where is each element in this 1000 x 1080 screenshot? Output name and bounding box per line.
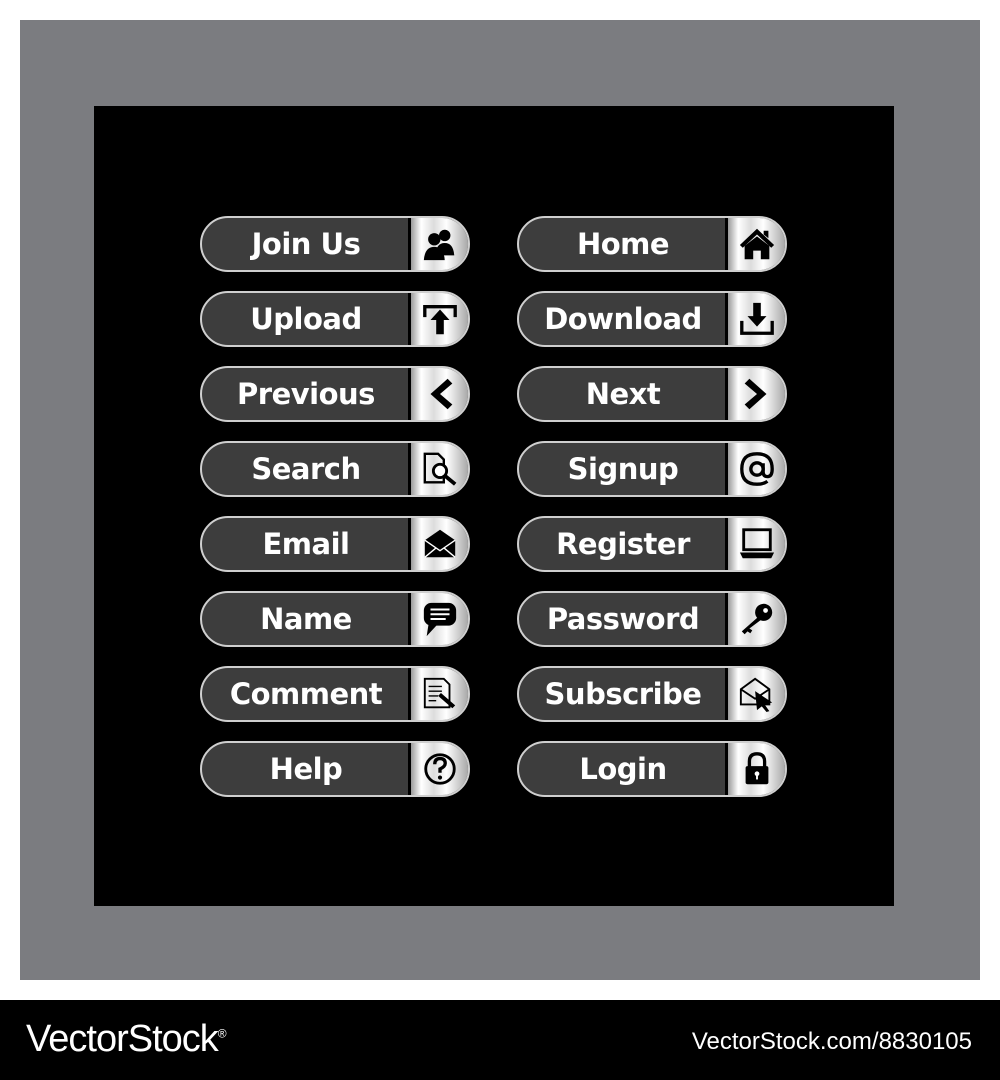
login-button[interactable] — [517, 741, 787, 797]
upload-icon — [408, 293, 468, 345]
search-button[interactable] — [200, 441, 470, 497]
signup-button[interactable] — [517, 441, 787, 497]
button-body — [200, 366, 470, 422]
upload-button[interactable] — [200, 291, 470, 347]
document-pencil-icon — [408, 668, 468, 720]
brand-text: VectorStock — [26, 1018, 218, 1060]
help-button[interactable] — [200, 741, 470, 797]
button-body — [517, 441, 787, 497]
button-body — [517, 741, 787, 797]
button-body — [517, 291, 787, 347]
button-label: Email — [262, 527, 350, 561]
password-button[interactable] — [517, 591, 787, 647]
speech-bubble-icon — [408, 593, 468, 645]
button-label: Upload — [250, 302, 362, 336]
button-label: Register — [556, 527, 690, 561]
laptop-icon — [725, 518, 785, 570]
button-label: Subscribe — [544, 677, 702, 711]
footer-bar — [0, 1000, 1000, 1080]
question-circle-icon — [408, 743, 468, 795]
button-label: Previous — [237, 377, 375, 411]
home-button[interactable] — [517, 216, 787, 272]
key-icon — [725, 593, 785, 645]
button-body — [517, 516, 787, 572]
button-label: Comment — [229, 677, 383, 711]
button-body — [200, 291, 470, 347]
image-url: VectorStock.com/8830105 — [691, 1028, 972, 1055]
button-label: Search — [251, 452, 361, 486]
button-label: Login — [579, 752, 667, 786]
button-body — [517, 591, 787, 647]
envelope-icon — [408, 518, 468, 570]
download-button[interactable] — [517, 291, 787, 347]
email-button[interactable] — [200, 516, 470, 572]
envelope-cursor-icon — [725, 668, 785, 720]
button-body — [200, 516, 470, 572]
brand-logo — [26, 1018, 226, 1061]
button-label: Home — [576, 227, 670, 261]
button-body — [517, 366, 787, 422]
at-sign-icon — [725, 443, 785, 495]
next-button[interactable] — [517, 366, 787, 422]
join-us-button[interactable] — [200, 216, 470, 272]
button-label: Signup — [567, 452, 679, 486]
home-icon — [725, 218, 785, 270]
button-body — [200, 216, 470, 272]
button-label: Join Us — [251, 227, 361, 261]
name-button[interactable] — [200, 591, 470, 647]
button-label: Name — [260, 602, 352, 636]
button-body — [200, 591, 470, 647]
button-label: Password — [546, 602, 700, 636]
search-document-icon — [408, 443, 468, 495]
registered-mark: ® — [217, 1026, 226, 1041]
comment-button[interactable] — [200, 666, 470, 722]
button-label: Help — [269, 752, 343, 786]
button-label: Next — [585, 377, 661, 411]
download-icon — [725, 293, 785, 345]
button-label: Download — [544, 302, 702, 336]
chevron-right-icon — [725, 368, 785, 420]
button-body — [517, 666, 787, 722]
subscribe-button[interactable] — [517, 666, 787, 722]
users-icon — [408, 218, 468, 270]
button-body — [517, 216, 787, 272]
chevron-left-icon — [408, 368, 468, 420]
button-body — [200, 741, 470, 797]
register-button[interactable] — [517, 516, 787, 572]
button-body — [200, 441, 470, 497]
previous-button[interactable] — [200, 366, 470, 422]
padlock-icon — [725, 743, 785, 795]
button-body — [200, 666, 470, 722]
